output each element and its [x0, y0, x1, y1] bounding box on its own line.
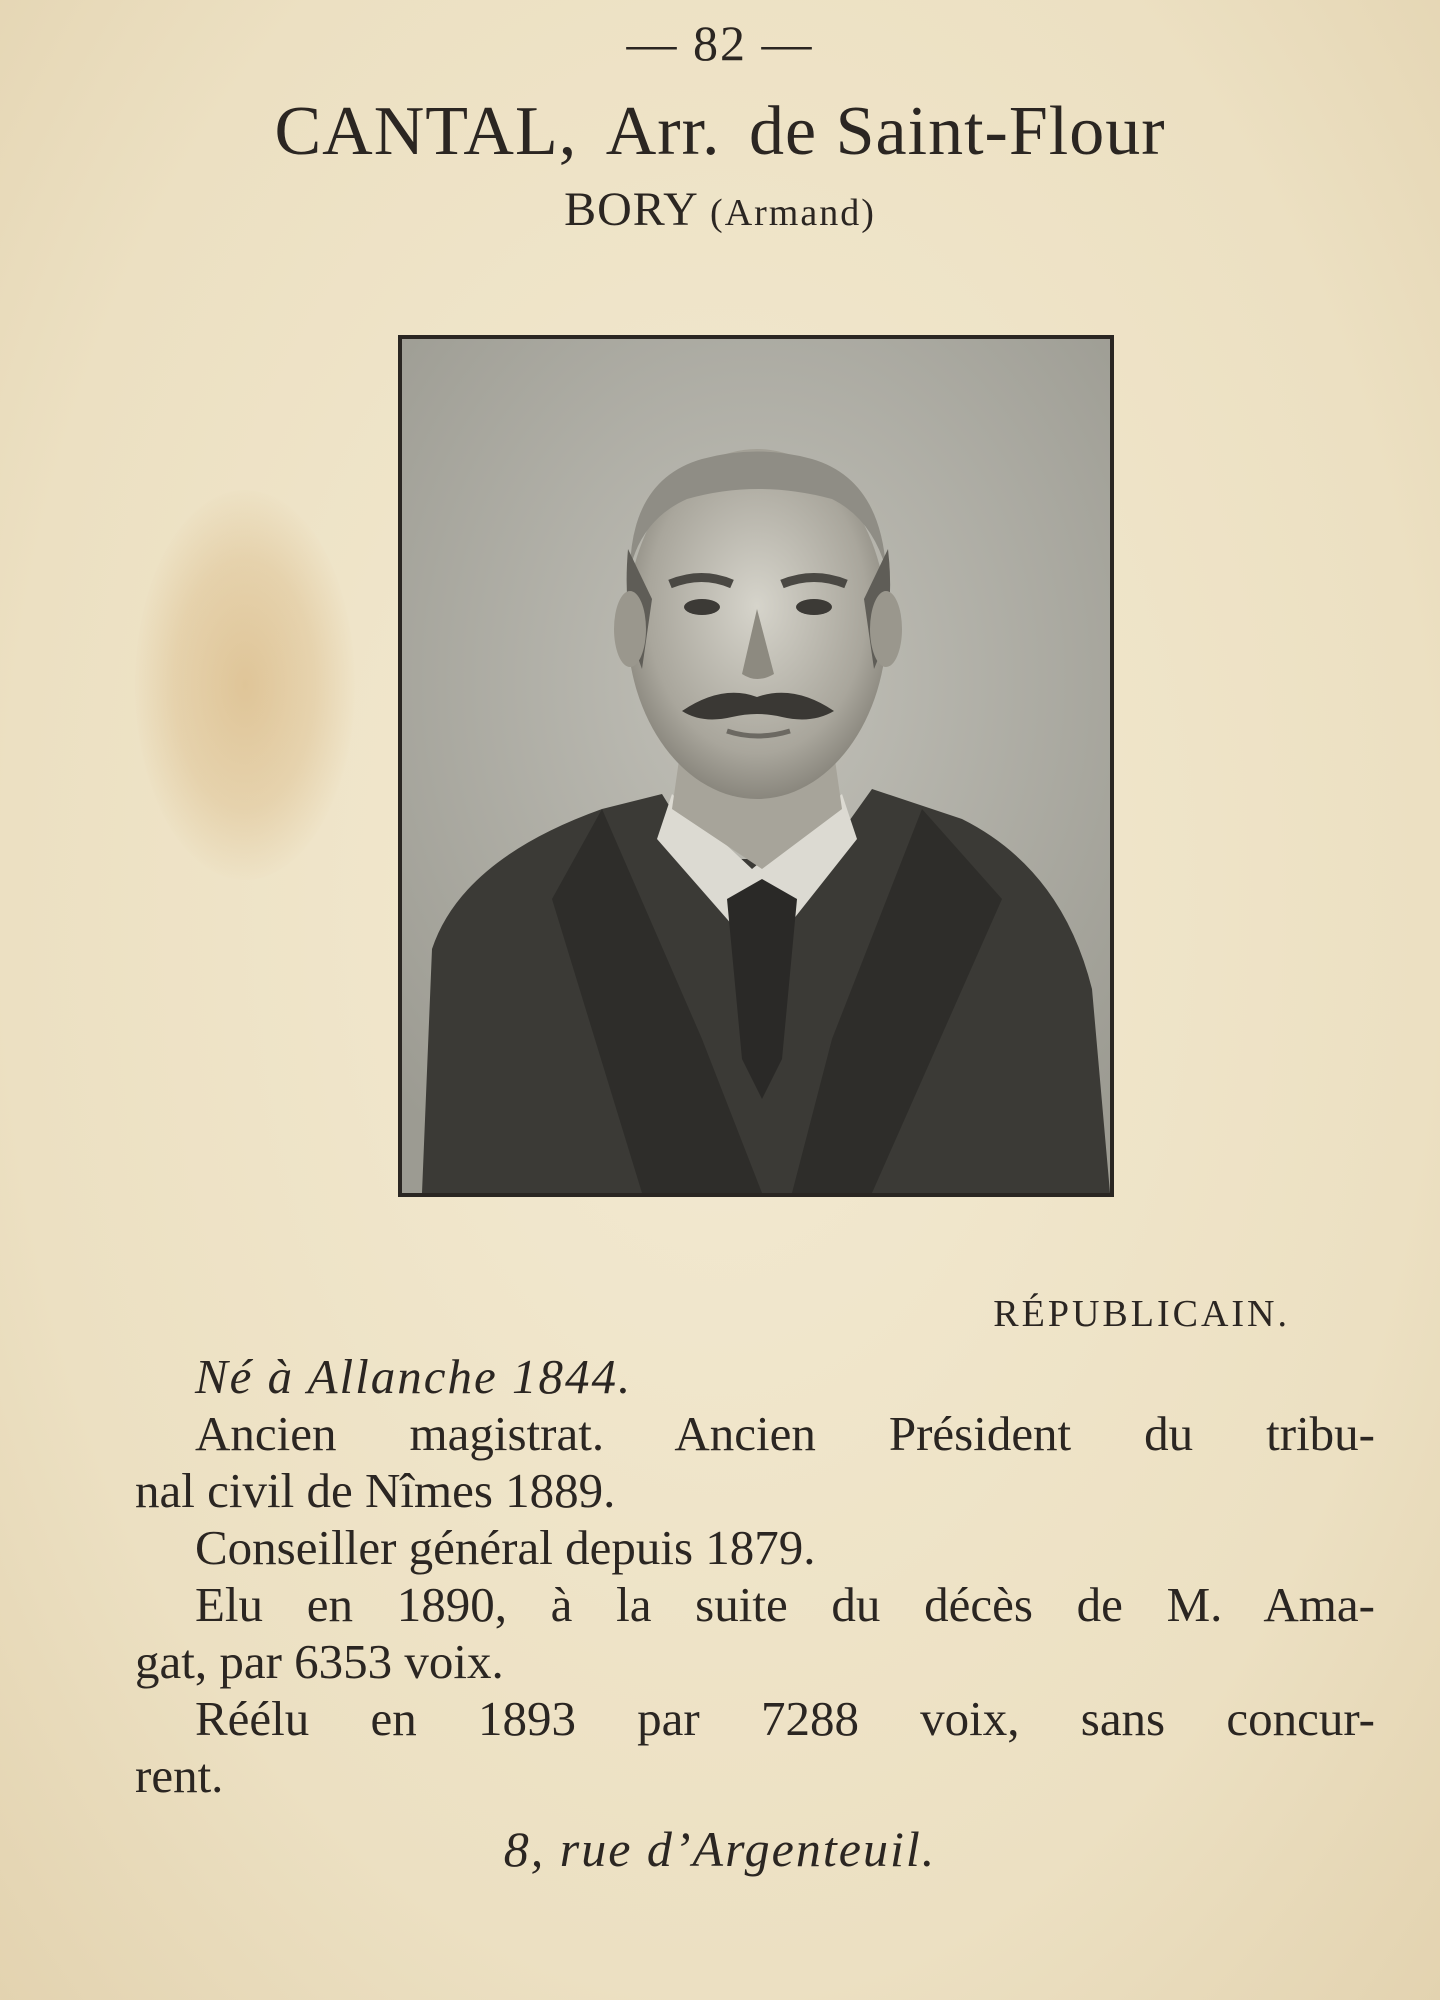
portrait-illustration [402, 339, 1110, 1193]
deputy-name [0, 182, 1440, 237]
paper-stain [135, 490, 355, 880]
bio-line-3: Conseiller général depuis 1879. [195, 1520, 816, 1575]
bio-line-1: Ancien magistrat. Ancien Président du tribu- [195, 1406, 1375, 1461]
heading-department: CANTAL, [274, 93, 578, 170]
bio-line-7: rent. [135, 1748, 224, 1803]
bio-line-2: nal civil de Nîmes 1889. [135, 1463, 616, 1518]
party-label: RÉPUBLICAIN. [993, 1293, 1290, 1335]
portrait-photo [398, 335, 1114, 1197]
page-number: — 82 — [626, 15, 814, 71]
deputy-first-name: (Armand) [710, 192, 876, 234]
bio-line-5: gat, par 6353 voix. [135, 1634, 504, 1689]
page-heading [0, 92, 1440, 172]
heading-arr: Arr. [605, 93, 721, 170]
address: 8, rue d’Argenteuil. [503, 1821, 937, 1877]
bio-born: Né à Allanche 1844. [195, 1349, 633, 1404]
bio-line-4: Elu en 1890, à la suite du décès de M. Ama- [195, 1577, 1375, 1632]
bio-line-6: Réélu en 1893 par 7288 voix, sans concur- [195, 1691, 1375, 1746]
biography [135, 1348, 1375, 1804]
heading-place: de Saint-Flour [749, 93, 1166, 170]
deputy-surname: BORY [564, 183, 698, 236]
